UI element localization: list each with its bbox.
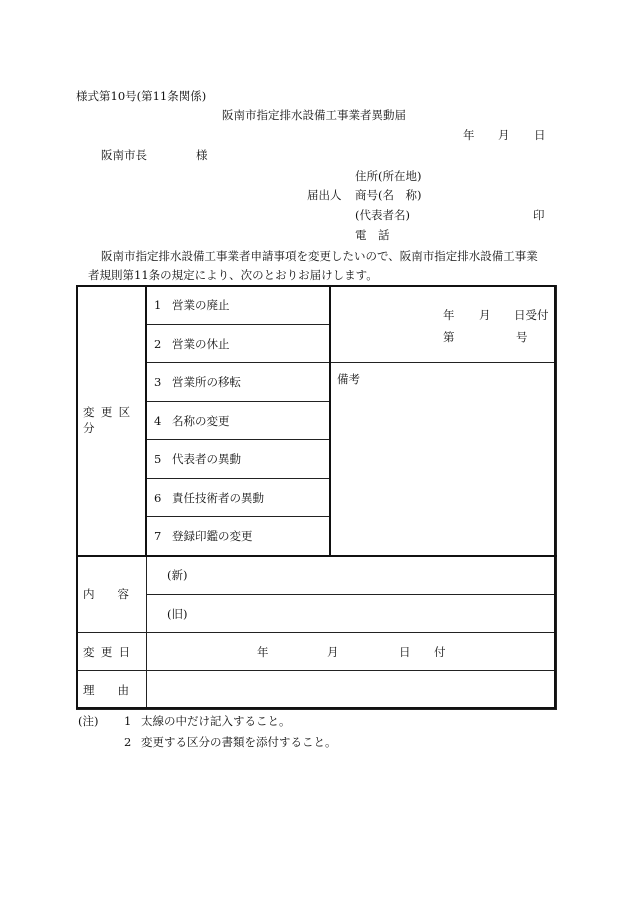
- receipt-box: 年 月 日受付 第 号: [331, 286, 557, 363]
- change-date-field[interactable]: 年 月 日 付: [147, 633, 557, 671]
- option-7[interactable]: 7 登録印鑑の変更: [147, 517, 331, 556]
- content-new-label: (新): [167, 568, 188, 583]
- note-1-text: 太線の中だけ記入すること。: [141, 714, 291, 728]
- body-text-line-2: 者規則第11条の規定により、次のとおりお届けします。: [88, 268, 378, 282]
- date-day: 日: [534, 128, 546, 142]
- content-label: 内 容: [77, 556, 147, 633]
- applicant-label: 届出人: [307, 188, 342, 202]
- form-number: 様式第10号(第11条関係): [76, 89, 207, 103]
- date-year: 年: [463, 128, 475, 142]
- option-6[interactable]: 6 責任技術者の異動: [147, 479, 331, 517]
- applicant-address-label: 住所(所在地): [355, 169, 422, 183]
- option-3[interactable]: 3 営業所の移転: [147, 363, 331, 402]
- remarks-label: 備考: [337, 372, 360, 386]
- remarks-box[interactable]: [331, 363, 557, 556]
- date-month: 月: [498, 128, 510, 142]
- applicant-company-label: 商号(名 称): [355, 188, 422, 202]
- seal-mark: 印: [533, 208, 545, 222]
- reason-field[interactable]: [147, 671, 557, 710]
- change-date-label: 変更日: [77, 633, 147, 671]
- applicant-representative-label: (代表者名): [355, 208, 410, 222]
- form-title: 阪南市指定排水設備工事業者異動届: [222, 108, 406, 122]
- note-2-num: 2: [124, 735, 132, 749]
- notes-prefix: (注): [78, 714, 99, 728]
- application-table: [76, 285, 557, 710]
- change-category-label: 変更区分: [77, 286, 147, 556]
- option-1[interactable]: 1 営業の廃止: [147, 286, 331, 325]
- content-old-field[interactable]: [147, 595, 557, 633]
- option-5[interactable]: 5 代表者の異動: [147, 440, 331, 479]
- body-text-line-1: 阪南市指定排水設備工事業者申請事項を変更したいので、阪南市指定排水設備工事業: [101, 249, 538, 263]
- option-2[interactable]: 2 営業の休止: [147, 325, 331, 363]
- reason-label: 理 由: [77, 671, 147, 710]
- content-new-field[interactable]: [147, 556, 557, 595]
- addressee-name: 阪南市長: [101, 148, 147, 162]
- applicant-phone-label: 電 話: [355, 228, 390, 242]
- content-old-label: (旧): [167, 606, 188, 621]
- addressee-honorific: 様: [196, 148, 208, 162]
- note-1-num: 1: [124, 714, 132, 728]
- note-2-text: 変更する区分の書類を添付すること。: [141, 735, 337, 749]
- option-4[interactable]: 4 名称の変更: [147, 402, 331, 440]
